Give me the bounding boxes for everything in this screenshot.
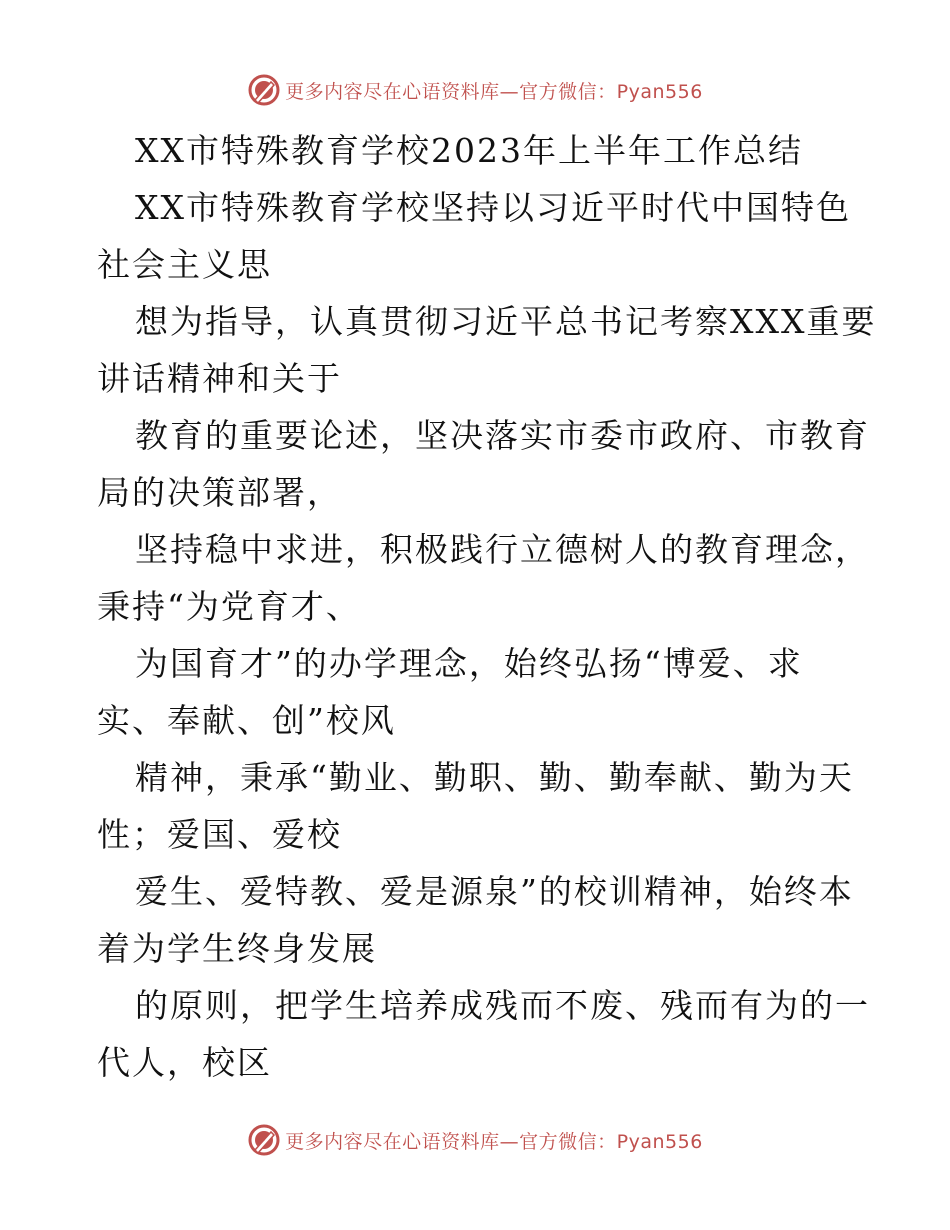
paragraph-line: 精神，秉承“勤业、勤职、勤、勤奉献、勤为天 <box>135 758 854 797</box>
paragraph-line: 秉持“为党育才、 <box>97 587 361 626</box>
pen-logo-icon <box>247 73 281 107</box>
paragraph-line: XX市特殊教育学校坚持以习近平时代中国特色 <box>135 188 851 227</box>
paragraph-line: 着为学生终身发展 <box>97 929 377 968</box>
paragraph-line: 代人，校区 <box>97 1043 272 1082</box>
paragraph-line: 的原则，把学生培养成残而不废、残而有为的一 <box>135 986 870 1025</box>
paragraph-line: 教育的重要论述，坚决落实市委市政府、市教育 <box>135 416 870 455</box>
paragraph-line: 性；爱国、爱校 <box>97 815 342 854</box>
paragraph-line: 坚持稳中求进，积极践行立德树人的教育理念， <box>135 530 870 569</box>
header-watermark <box>0 70 950 110</box>
footer-watermark <box>0 1120 950 1160</box>
watermark-text: 更多内容尽在心语资料库—官方微信：Pyan556 <box>285 80 703 103</box>
paragraph-line: 爱生、爱特教、爱是源泉”的校训精神，始终本 <box>135 872 854 911</box>
paragraph-line: 社会主义思 <box>97 245 272 284</box>
paragraph-line: 想为指导，认真贯彻习近平总书记考察XXX重要 <box>135 302 877 341</box>
document-title: XX市特殊教育学校2023年上半年工作总结 <box>135 131 803 170</box>
watermark-text: 更多内容尽在心语资料库—官方微信：Pyan556 <box>285 1130 703 1153</box>
paragraph-line: 讲话精神和关于 <box>97 359 342 398</box>
document-body <box>97 122 877 1091</box>
paragraph-line: 局的决策部署， <box>97 473 342 512</box>
pen-logo-icon <box>247 1123 281 1157</box>
paragraph-line: 为国育才”的办学理念，始终弘扬“博爱、求 <box>135 644 803 683</box>
paragraph-line: 实、奉献、创”校风 <box>97 701 396 740</box>
